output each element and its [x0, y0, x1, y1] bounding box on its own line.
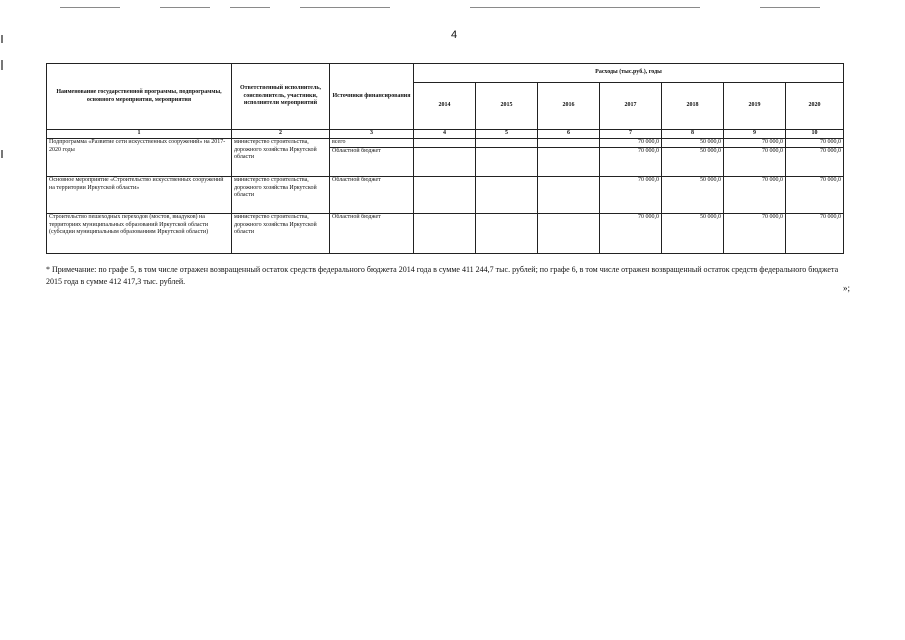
scan-artifact-edge — [1, 60, 3, 70]
column-number: 6 — [538, 130, 600, 139]
value-cell — [476, 148, 538, 177]
scan-artifact-edge — [1, 35, 3, 43]
value-cell: 70 000,0 — [724, 139, 786, 148]
value-cell: 70 000,0 — [600, 214, 662, 254]
value-cell: 50 000,0 — [662, 177, 724, 214]
row-responsible: министерство строительства, дорожного хозяйства Иркутской области — [232, 139, 330, 177]
header-year: 2019 — [724, 83, 786, 130]
header-responsible: Ответственный исполнитель, соисполнитель, участники, исполнители мероприятий — [232, 64, 330, 130]
scan-artifact-line — [230, 7, 270, 8]
row-source: Областной бюджет — [330, 148, 414, 177]
value-cell: 70 000,0 — [600, 177, 662, 214]
value-cell — [476, 214, 538, 254]
column-number: 3 — [330, 130, 414, 139]
header-year: 2015 — [476, 83, 538, 130]
row-responsible: министерство строительства, дорожного хозяйства Иркутской области — [232, 177, 330, 214]
column-number: 2 — [232, 130, 330, 139]
scan-artifact-line — [760, 7, 820, 8]
row-responsible: министерство строительства, дорожного хозяйства Иркутской области — [232, 214, 330, 254]
budget-table — [46, 63, 844, 254]
value-cell: 70 000,0 — [724, 214, 786, 254]
value-cell: 70 000,0 — [786, 177, 844, 214]
column-number: 5 — [476, 130, 538, 139]
scan-artifact-line — [470, 7, 700, 8]
value-cell — [538, 177, 600, 214]
header-name: Наименование государственной программы, подпрограммы, основного мероприятия, мероприятия — [47, 64, 232, 130]
row-name: Основное мероприятие «Строительство искусственных сооружений на территории Иркутской области» — [47, 177, 232, 214]
value-cell — [538, 139, 600, 148]
column-number: 8 — [662, 130, 724, 139]
header-year: 2017 — [600, 83, 662, 130]
page-number: 4 — [450, 29, 458, 41]
table-row — [47, 139, 844, 148]
column-number: 7 — [600, 130, 662, 139]
value-cell: 70 000,0 — [600, 139, 662, 148]
column-number: 1 — [47, 130, 232, 139]
value-cell: 70 000,0 — [724, 148, 786, 177]
scan-artifact-edge — [1, 150, 3, 158]
header-year: 2016 — [538, 83, 600, 130]
value-cell: 70 000,0 — [600, 148, 662, 177]
value-cell — [538, 214, 600, 254]
header-year: 2014 — [414, 83, 476, 130]
closing-quote-mark: »; — [843, 283, 851, 293]
row-name: Строительство пешеходных переходов (мостов, виадуков) на территориях муниципальных образований Иркутской области (субсидии муниципальным образованиям Иркутской области) — [47, 214, 232, 254]
row-source: всего — [330, 139, 414, 148]
row-name: Подпрограмма «Развитие сети искусственных сооружений» на 2017-2020 годы — [47, 139, 232, 177]
column-number: 4 — [414, 130, 476, 139]
footnote: * Примечание: по графе 5, в том числе отражен возвращенный остаток средств федерального бюджета 2014 года в сумме 411 244,7 тыс. рублей; по графе 6, в том числе отражен возвращенный остаток средств федерального бюджета 2015 года в сумме 412 417,3 тыс. рублей. — [46, 265, 839, 286]
header-year: 2018 — [662, 83, 724, 130]
value-cell — [414, 177, 476, 214]
value-cell — [476, 139, 538, 148]
row-source: Областной бюджет — [330, 214, 414, 254]
value-cell: 50 000,0 — [662, 139, 724, 148]
header-expenses-group: Расходы (тыс.руб.), годы — [414, 64, 844, 83]
value-cell: 70 000,0 — [724, 177, 786, 214]
value-cell — [414, 214, 476, 254]
scan-artifact-line — [60, 7, 120, 8]
scan-artifact-line — [160, 7, 210, 8]
value-cell: 50 000,0 — [662, 214, 724, 254]
value-cell: 70 000,0 — [786, 148, 844, 177]
header-year: 2020 — [786, 83, 844, 130]
column-number-row — [47, 130, 844, 139]
table-row — [47, 214, 844, 254]
value-cell — [414, 148, 476, 177]
header-sources: Источники финансирования — [330, 64, 414, 130]
value-cell: 70 000,0 — [786, 214, 844, 254]
value-cell — [538, 148, 600, 177]
value-cell — [476, 177, 538, 214]
scan-artifact-line — [300, 7, 390, 8]
table-row — [47, 177, 844, 214]
column-number: 9 — [724, 130, 786, 139]
value-cell: 50 000,0 — [662, 148, 724, 177]
row-source: Областной бюджет — [330, 177, 414, 214]
value-cell: 70 000,0 — [786, 139, 844, 148]
column-number: 10 — [786, 130, 844, 139]
value-cell — [414, 139, 476, 148]
